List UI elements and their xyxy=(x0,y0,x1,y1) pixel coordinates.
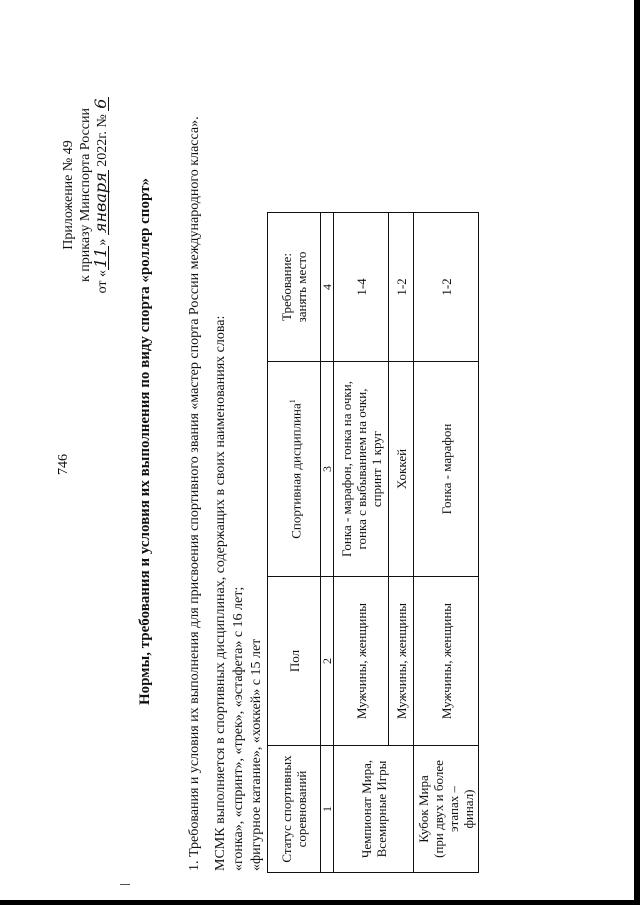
row1-discipline xyxy=(334,362,389,577)
date-year-suffix: г. № xyxy=(95,114,110,139)
row3-discipline: Гонка - марафон xyxy=(414,362,479,577)
page-number: 746 xyxy=(56,454,71,475)
row3-status xyxy=(414,746,479,873)
header-discipline xyxy=(268,362,321,577)
header-status xyxy=(268,746,321,873)
appendix-title: Приложение № 49 xyxy=(61,140,76,250)
row2-place: 1-2 xyxy=(389,213,414,362)
row1-gender: Мужчины, женщины xyxy=(334,577,389,746)
header-requirement-line1: Требование: xyxy=(279,253,294,321)
table-row xyxy=(334,213,389,873)
paragraph-1: 1. Требования и условия их выполнения для присвоения спортивного звания «мастер спорта России международного класса». xyxy=(187,116,202,871)
header-requirement-line2: занять место xyxy=(294,251,309,323)
row3-place: 1-2 xyxy=(414,213,479,362)
date-day: 11 xyxy=(91,247,110,268)
date-mid: » xyxy=(95,238,110,246)
paragraph-4: «фигурное катание», «хоккей» с 15 лет xyxy=(249,638,264,871)
order-number: 6 xyxy=(91,98,110,109)
norms-table xyxy=(267,212,479,873)
paragraph-2: МСМК выполняется в спортивных дисциплинах, содержащих в своих наименованиях слова: xyxy=(213,315,228,871)
row1-discipline-line1: Гонка - марафон, гонка на очки, xyxy=(338,381,354,557)
appendix-order-ref: к приказу Минспорта России xyxy=(78,108,93,282)
date-prefix: от « xyxy=(95,269,110,294)
row1-discipline-line2: гонка с выбыванием на очки, xyxy=(353,388,369,550)
row1-status xyxy=(334,746,414,873)
row2-discipline: Хоккей xyxy=(389,362,414,577)
row3-gender: Мужчины, женщины xyxy=(414,577,479,746)
table-header-row xyxy=(268,213,321,873)
footnote-marker: 1 xyxy=(287,399,297,404)
header-discipline-label: Спортивная дисциплина xyxy=(288,403,304,539)
header-gender: Пол xyxy=(268,577,321,746)
paragraph-3: «гонка», «спринт», «трек», «эстафета» с 16 лет; xyxy=(231,586,246,871)
appendix-block xyxy=(60,65,111,325)
row3-status-line1: Кубок Мира xyxy=(416,775,431,843)
row1-status-line2: Всемирные Игры xyxy=(373,760,389,858)
column-number: 3 xyxy=(321,362,334,577)
row1-discipline-line3: спринт 1 круг xyxy=(368,430,384,508)
column-number: 1 xyxy=(321,746,334,873)
row2-gender: Мужчины, женщины xyxy=(389,577,414,746)
row1-status-line1: Чемпионат Мира, xyxy=(358,759,374,859)
header-status-line1: Статус спортивных xyxy=(279,755,294,863)
header-requirement xyxy=(268,213,321,362)
date-month: января xyxy=(91,172,110,234)
date-year: 2022 xyxy=(95,138,110,167)
appendix-date-line xyxy=(91,65,111,325)
header-status-line2: соревнований xyxy=(294,770,309,848)
column-number: 4 xyxy=(321,213,334,362)
column-number: 2 xyxy=(321,577,334,746)
column-number-row xyxy=(321,213,334,873)
row3-status-line2: (при двух и более этапах – xyxy=(431,760,461,858)
row1-place: 1-4 xyxy=(334,213,389,362)
table-row xyxy=(414,213,479,873)
row3-status-line3: финал) xyxy=(461,789,476,829)
document-heading: Нормы, требования и условия их выполнения по виду спорта «роллер спорт» xyxy=(137,178,153,705)
